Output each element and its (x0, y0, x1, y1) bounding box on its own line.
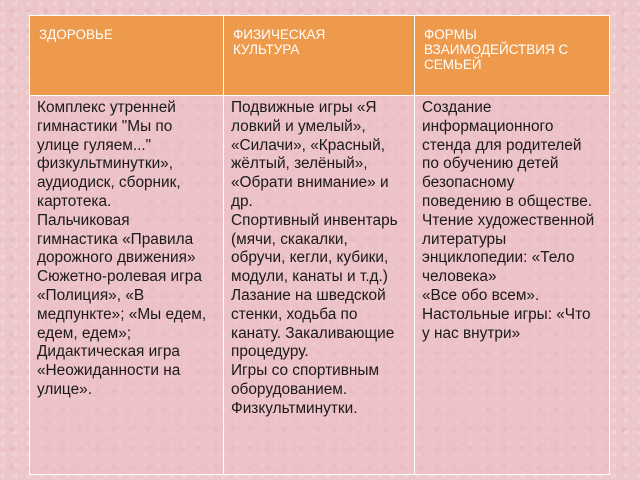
cell-line: медпункте»; «Мы едем, (37, 305, 207, 323)
cell-line: картотека. (37, 192, 112, 210)
cell-line: по обучению детей (422, 155, 559, 173)
cell-line: Настольные игры: «Что (422, 305, 591, 323)
cell-line: «Неожиданности на (37, 362, 181, 380)
cell-line: модули, канаты и т.д.) (231, 268, 388, 286)
cell-line: стенда для родителей (422, 136, 582, 154)
cell-line: (мячи, скакалки, (231, 230, 348, 248)
cell-line: Спортивный инвентарь (231, 211, 398, 229)
cell-health (30, 96, 224, 475)
cell-line: у нас внутри» (422, 324, 521, 342)
cell-line: Подвижные игры «Я (231, 99, 377, 116)
cell-line: аудиодиск, сборник, (37, 174, 181, 192)
cell-line: дорожного движения» (37, 249, 196, 267)
header-physical-culture (224, 16, 415, 96)
cell-line: стенки, ходьба по (231, 305, 358, 323)
cell-line: Дидактическая игра (37, 343, 180, 361)
cell-line: Создание (422, 99, 492, 116)
cell-line: улице гуляем..." (37, 136, 152, 154)
cell-line: обручи, кегли, кубики, (231, 249, 389, 267)
cell-line: канату. Закаливающие (231, 324, 395, 342)
cell-line: информационного (422, 117, 554, 135)
header-family-interaction (415, 16, 610, 96)
header-line: ЗДОРОВЬЕ (39, 27, 113, 42)
header-line: ФИЗИЧЕСКАЯ (233, 27, 326, 42)
header-line: КУЛЬТУРА (233, 42, 300, 57)
cell-line: «Полиция», «В (37, 286, 145, 304)
table-header-row (30, 16, 610, 96)
header-line: СЕМЬЕЙ (424, 57, 482, 72)
cell-line: «Все обо всем». (422, 286, 540, 304)
cell-line: гимнастика «Правила (37, 230, 194, 248)
cell-line: процедуру. (231, 343, 309, 361)
cell-line: улице». (37, 380, 92, 398)
cell-line: оборудованием. (231, 380, 348, 398)
cell-line: Сюжетно-ролевая игра (37, 268, 202, 286)
header-line: ВЗАИМОДЕЙСТВИЯ С (424, 42, 569, 57)
cell-line: литературы (422, 230, 507, 248)
cell-physical-culture (224, 96, 415, 475)
cell-line: др. (231, 192, 253, 210)
content-table (29, 15, 610, 475)
cell-line: Игры со спортивным (231, 362, 380, 380)
cell-line: гимнастики "Мы по (37, 117, 173, 135)
header-health (30, 16, 224, 96)
cell-line: жёлтый, зелёный», (231, 155, 368, 173)
cell-line: безопасному (422, 174, 515, 192)
cell-line: Пальчиковая (37, 211, 130, 229)
cell-line: Лазание на шведской (231, 286, 386, 304)
cell-line: человека» (422, 268, 497, 286)
content-table-wrapper (29, 15, 609, 475)
cell-line: энциклопедии: «Тело (422, 249, 575, 267)
cell-line: физкультминутки», (37, 155, 174, 173)
cell-family-interaction (415, 96, 610, 475)
cell-line: поведению в обществе. (422, 192, 593, 210)
cell-line: Чтение художественной (422, 211, 595, 229)
cell-line: Физкультминутки. (231, 399, 358, 417)
cell-line: «Силачи», «Красный, (231, 136, 385, 154)
cell-line: Комплекс утренней (37, 99, 176, 116)
cell-line: ловкий и умелый», (231, 117, 366, 135)
cell-line: едем, едем»; (37, 324, 132, 342)
header-line: ФОРМЫ (424, 27, 477, 42)
table-row (30, 96, 610, 475)
cell-line: «Обрати внимание» и (231, 174, 389, 192)
